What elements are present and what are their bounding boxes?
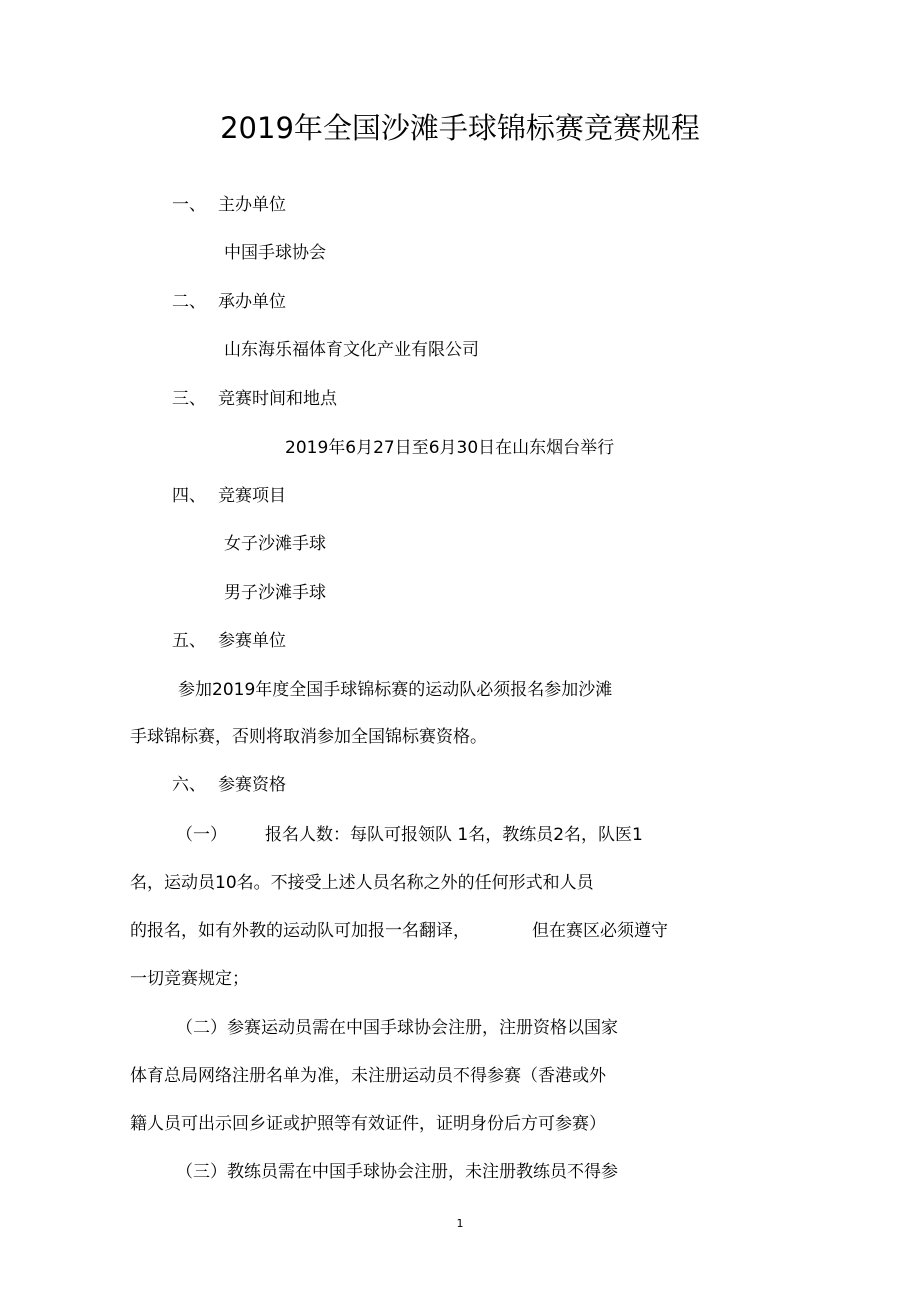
section-heading: 竞赛项目 bbox=[218, 486, 286, 506]
section-heading: 主办单位 bbox=[218, 195, 286, 215]
paragraph-line: 报名人数：每队可报领队 1名，教练员2名，队医1 bbox=[265, 825, 643, 845]
clause-two-first-line: （二）参赛运动员需在中国手球协会注册，注册资格以国家 bbox=[176, 1018, 618, 1038]
section-heading-host bbox=[172, 289, 286, 315]
paragraph-line: 籍人员可出示回乡证或护照等有效证件，证明身份后方可参赛） bbox=[130, 1114, 606, 1134]
host-name: 山东海乐福体育文化产业有限公司 bbox=[224, 340, 479, 360]
section-number: 六、 bbox=[172, 775, 206, 795]
paragraph-line-part: 但在赛区必须遵守 bbox=[532, 921, 668, 941]
section-heading-eligibility bbox=[172, 772, 286, 798]
section-heading-time-place bbox=[172, 386, 337, 412]
time-place-text: 2019年6月27日至6月30日在山东烟台举行 bbox=[285, 438, 615, 458]
event-item-men: 男子沙滩手球 bbox=[224, 583, 326, 603]
section-number: 三、 bbox=[172, 389, 206, 409]
paragraph-line: 名，运动员10名。不接受上述人员名称之外的任何形式和人员 bbox=[130, 873, 594, 893]
section-number: 五、 bbox=[172, 631, 206, 651]
paragraph-line-part: 的报名，如有外教的运动队可加报一名翻译， bbox=[130, 921, 470, 941]
clause-marker: （一） bbox=[176, 825, 227, 845]
clause-three-first-line: （三）教练员需在中国手球协会注册，未注册教练员不得参 bbox=[176, 1162, 618, 1182]
clause-one-first-line bbox=[176, 822, 643, 848]
section-number: 四、 bbox=[172, 486, 206, 506]
section-heading: 承办单位 bbox=[218, 292, 286, 312]
paragraph-line: 参加2019年度全国手球锦标赛的运动队必须报名参加沙滩 bbox=[178, 680, 613, 700]
page-number: 1 bbox=[456, 1217, 464, 1230]
paragraph-line: 手球锦标赛，否则将取消参加全国锦标赛资格。 bbox=[130, 727, 487, 747]
event-item-women: 女子沙滩手球 bbox=[224, 534, 326, 554]
section-heading: 参赛单位 bbox=[218, 631, 286, 651]
section-heading: 竞赛时间和地点 bbox=[218, 389, 337, 409]
section-number: 二、 bbox=[172, 292, 206, 312]
paragraph-line bbox=[130, 918, 668, 944]
paragraph-line: 一切竞赛规定； bbox=[130, 969, 249, 989]
section-heading-events bbox=[172, 483, 286, 509]
section-heading-organizer bbox=[172, 192, 286, 218]
section-number: 一、 bbox=[172, 195, 206, 215]
section-heading-participants bbox=[172, 628, 286, 654]
section-heading: 参赛资格 bbox=[218, 775, 286, 795]
paragraph-line: 体育总局网络注册名单为准，未注册运动员不得参赛（香港或外 bbox=[130, 1066, 606, 1086]
document-title: 2019年全国沙滩手球锦标赛竞赛规程 bbox=[220, 111, 700, 145]
organizer-name: 中国手球协会 bbox=[224, 243, 326, 263]
